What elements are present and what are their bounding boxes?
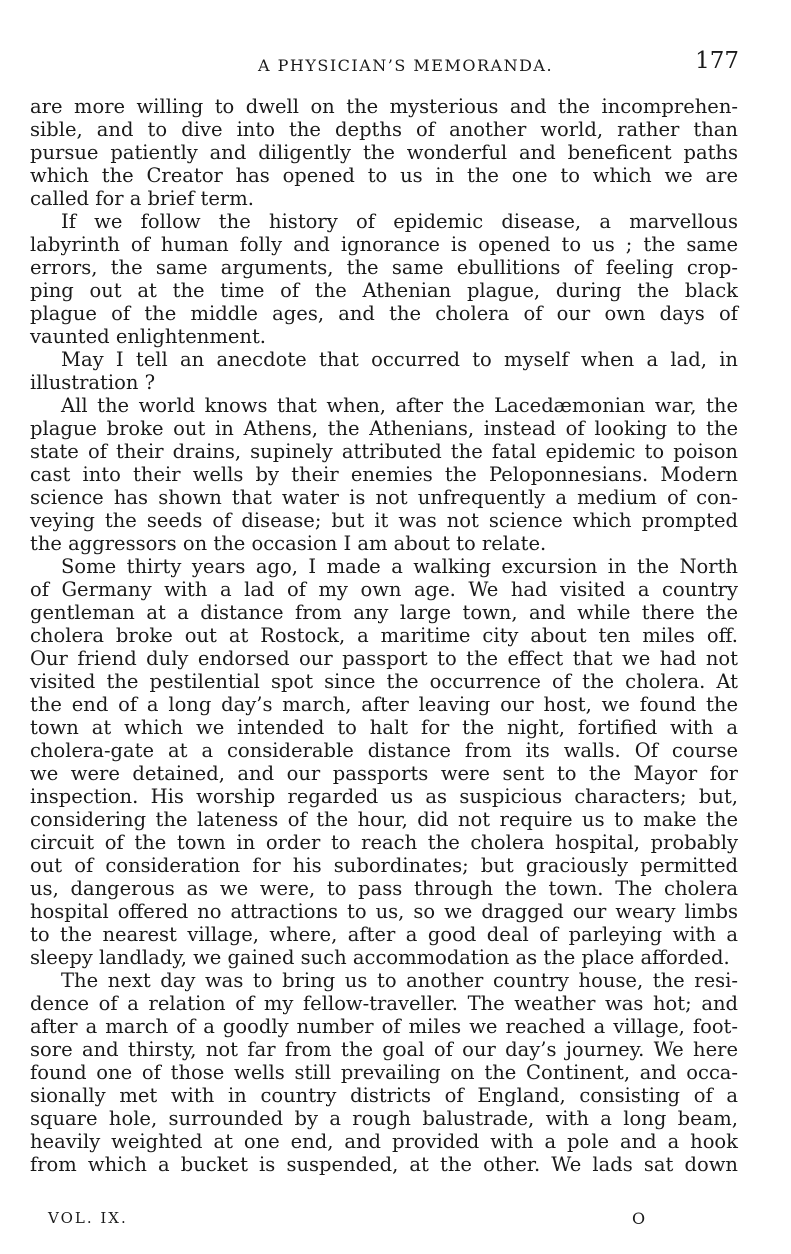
text-line: dence of a relation of my fellow-traveller. The weather was hot; and	[30, 992, 738, 1015]
text-line: The next day was to bring us to another country house, the resi-	[61, 969, 738, 992]
text-line: ping out at the time of the Athenian plague, during the black	[30, 279, 738, 302]
signature-mark: O	[632, 1209, 646, 1228]
text-line: sible, and to dive into the depths of another world, rather than	[30, 118, 738, 141]
text-line: cholera-gate at a considerable distance from its walls. Of course	[30, 739, 738, 762]
text-line: gentleman at a distance from any large town, and while there the	[30, 601, 738, 624]
text-line: illustration ?	[30, 371, 156, 394]
text-line: state of their drains, supinely attributed the fatal epidemic to poison	[30, 440, 738, 463]
volume-marker: VOL. IX.	[48, 1209, 128, 1227]
text-line: visited the pestilential spot since the occurrence of the cholera. At	[30, 670, 738, 693]
text-line: the aggressors on the occasion I am about to relate.	[30, 532, 547, 555]
text-line: veying the seeds of disease; but it was not science which prompted	[30, 509, 738, 532]
text-line: Some thirty years ago, I made a walking excursion in the North	[61, 555, 738, 578]
text-line: labyrinth of human folly and ignorance is opened to us ; the same	[30, 233, 738, 256]
text-line: we were detained, and our passports were sent to the Mayor for	[30, 762, 738, 785]
text-line: May I tell an anecdote that occurred to myself when a lad, in	[61, 348, 738, 371]
text-line: to the nearest village, where, after a good deal of parleying with a	[30, 923, 738, 946]
text-line: heavily weighted at one end, and provided with a pole and a hook	[30, 1130, 738, 1153]
text-line: vaunted enlightenment.	[30, 325, 266, 348]
text-line: considering the lateness of the hour, did not require us to make the	[30, 808, 738, 831]
running-title: A PHYSICIAN’S MEMORANDA.	[257, 56, 554, 75]
text-line: found one of those wells still prevailing on the Continent, and occa-	[30, 1061, 738, 1084]
text-line: pursue patiently and diligently the wonderful and beneficent paths	[30, 141, 738, 164]
text-line: square hole, surrounded by a rough balustrade, with a long beam,	[30, 1107, 738, 1130]
text-line: called for a brief term.	[30, 187, 254, 210]
text-line: cholera broke out at Rostock, a maritime city about ten miles off.	[30, 624, 738, 647]
text-line: Our friend duly endorsed our passport to the effect that we had not	[30, 647, 738, 670]
text-line: out of consideration for his subordinates; but graciously permitted	[30, 854, 738, 877]
text-line: are more willing to dwell on the mysterious and the incomprehen-	[30, 95, 738, 118]
page-number: 177	[695, 48, 739, 74]
page-footer	[0, 1209, 791, 1233]
text-line: the end of a long day’s march, after leaving our host, we found the	[30, 693, 738, 716]
text-line: town at which we intended to halt for the night, fortified with a	[30, 716, 738, 739]
text-line: sleepy landlady, we gained such accommodation as the place afforded.	[30, 946, 730, 969]
text-line: which the Creator has opened to us in the one to which we are	[30, 164, 738, 187]
text-line: sore and thirsty, not far from the goal of our day’s journey. We here	[30, 1038, 738, 1061]
text-line: errors, the same arguments, the same ebullitions of feeling crop-	[30, 256, 738, 279]
text-line: after a march of a goodly number of miles we reached a village, foot-	[30, 1015, 738, 1038]
text-line: All the world knows that when, after the Lacedæmonian war, the	[61, 394, 738, 417]
text-line: from which a bucket is suspended, at the other. We lads sat down	[30, 1153, 738, 1176]
text-line: of Germany with a lad of my own age. We had visited a country	[30, 578, 738, 601]
text-line: circuit of the town in order to reach the cholera hospital, probably	[30, 831, 738, 854]
text-line: us, dangerous as we were, to pass through the town. The cholera	[30, 877, 738, 900]
text-line: sionally met with in country districts of England, consisting of a	[30, 1084, 738, 1107]
text-line: plague of the middle ages, and the cholera of our own days of	[30, 302, 738, 325]
text-line: science has shown that water is not unfrequently a medium of con-	[30, 486, 738, 509]
text-line: hospital offered no attractions to us, so we dragged our weary limbs	[30, 900, 738, 923]
text-line: plague broke out in Athens, the Athenians, instead of looking to the	[30, 417, 738, 440]
text-line: cast into their wells by their enemies the Peloponnesians. Modern	[30, 463, 738, 486]
text-line: If we follow the history of epidemic disease, a marvellous	[61, 210, 738, 233]
running-head	[0, 46, 791, 82]
text-line: inspection. His worship regarded us as suspicious characters; but,	[30, 785, 738, 808]
